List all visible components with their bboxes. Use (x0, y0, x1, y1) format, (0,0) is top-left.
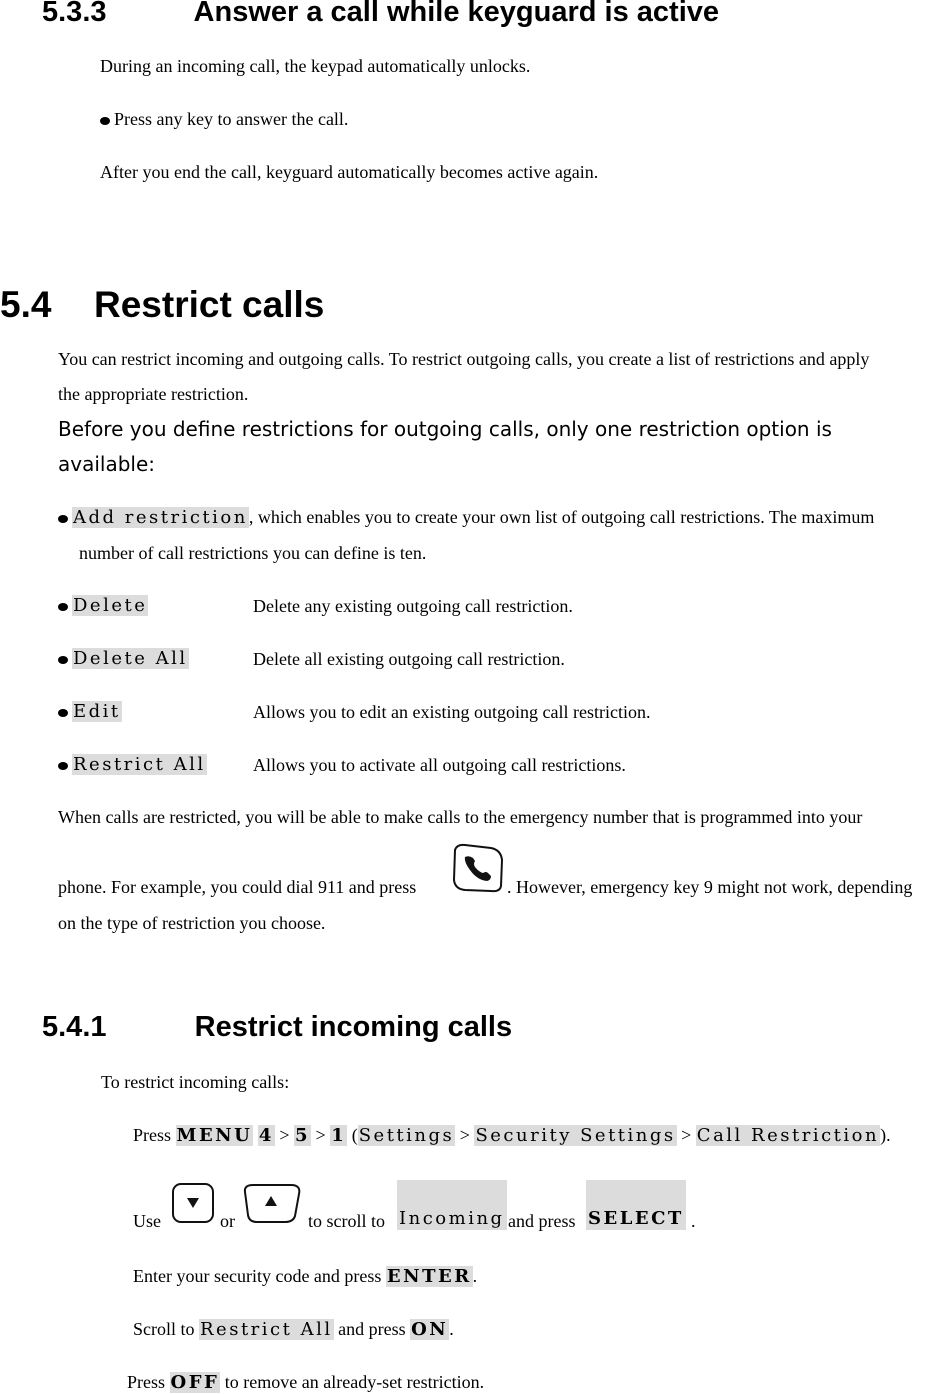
step-4: Scroll to Restrict All and press ON. (133, 1319, 454, 1340)
option-description: Delete all existing outgoing call restriction. (253, 649, 565, 669)
key-enter: ENTER (386, 1266, 472, 1287)
paragraph: available: (58, 452, 156, 476)
menu-option-delete: Delete (73, 595, 148, 616)
bullet-icon (58, 515, 68, 523)
option-row (58, 594, 148, 617)
key-select: SELECT (586, 1180, 686, 1230)
menu-incoming: Incoming (397, 1180, 507, 1230)
paragraph: After you end the call, keyguard automatically becomes active again. (100, 162, 599, 182)
menu-option-edit: Edit (73, 701, 121, 722)
step-1: Press MENU 4 > 5 > 1 (Settings > Security Settings > Call Restriction). (133, 1125, 891, 1146)
paragraph: on the type of restriction you choose. (58, 913, 326, 933)
option-row (58, 700, 122, 723)
menu-security-settings: Security Settings (475, 1125, 676, 1146)
section-number: 5.4 (0, 284, 52, 325)
bullet-icon (58, 603, 68, 611)
option-row (58, 753, 207, 776)
option-description: Allows you to edit an existing outgoing call restriction. (253, 702, 651, 722)
bullet-icon (58, 709, 68, 717)
up-arrow-key-icon (241, 1182, 303, 1226)
bullet-icon (100, 117, 110, 125)
paragraph: When calls are restricted, you will be able to make calls to the emergency number that is programmed into your (58, 807, 863, 827)
step-5: Press OFF to remove an already-set restriction. (127, 1372, 485, 1393)
phone-send-key-icon (451, 842, 505, 894)
menu-settings: Settings (358, 1125, 455, 1146)
section-title: Restrict incoming calls (194, 1011, 513, 1043)
paragraph: number of call restrictions you can define is ten. (79, 543, 427, 563)
section-5-4-1-heading (42, 1011, 512, 1044)
key-off: OFF (170, 1372, 220, 1393)
menu-option-delete-all: Delete All (73, 648, 188, 669)
bullet-icon (58, 656, 68, 664)
key-4: 4 (258, 1125, 274, 1146)
section-number: 5.4.1 (42, 1011, 107, 1043)
option-description: Delete any existing outgoing call restriction. (253, 596, 573, 616)
paragraph: the appropriate restriction. (58, 384, 249, 404)
paragraph: To restrict incoming calls: (101, 1072, 290, 1092)
key-menu: MENU (176, 1125, 253, 1146)
paragraph: During an incoming call, the keypad automatically unlocks. (100, 56, 531, 76)
key-1: 1 (331, 1125, 347, 1146)
option-description: Allows you to activate all outgoing call restrictions. (253, 755, 626, 775)
down-arrow-key-icon (171, 1182, 215, 1226)
section-5-3-3-heading (42, 0, 719, 29)
section-5-4-heading (0, 284, 324, 326)
key-on: ON (411, 1319, 449, 1340)
step-3: Enter your security code and press ENTER. (133, 1266, 478, 1287)
key-5: 5 (295, 1125, 311, 1146)
section-title: Restrict calls (94, 284, 325, 325)
option-row (58, 647, 189, 670)
menu-restrict-all: Restrict All (200, 1319, 333, 1340)
bullet-item-add-restriction: Add restriction, which enables you to create your own list of outgoing call restrictions. The maximum (58, 506, 874, 529)
paragraph: You can restrict incoming and outgoing calls. To restrict outgoing calls, you create a list of restrictions and apply (58, 349, 870, 369)
bullet-icon (58, 762, 68, 770)
paragraph: Before you define restrictions for outgoing calls, only one restriction option is (58, 417, 832, 441)
menu-option-restrict-all: Restrict All (73, 754, 206, 775)
section-number: 5.3.3 (42, 0, 107, 28)
menu-call-restriction: Call Restriction (696, 1125, 880, 1146)
bullet-item: Press any key to answer the call. (100, 108, 348, 130)
section-title: Answer a call while keyguard is active (193, 0, 720, 28)
menu-option-add-restriction: Add restriction (73, 507, 248, 528)
